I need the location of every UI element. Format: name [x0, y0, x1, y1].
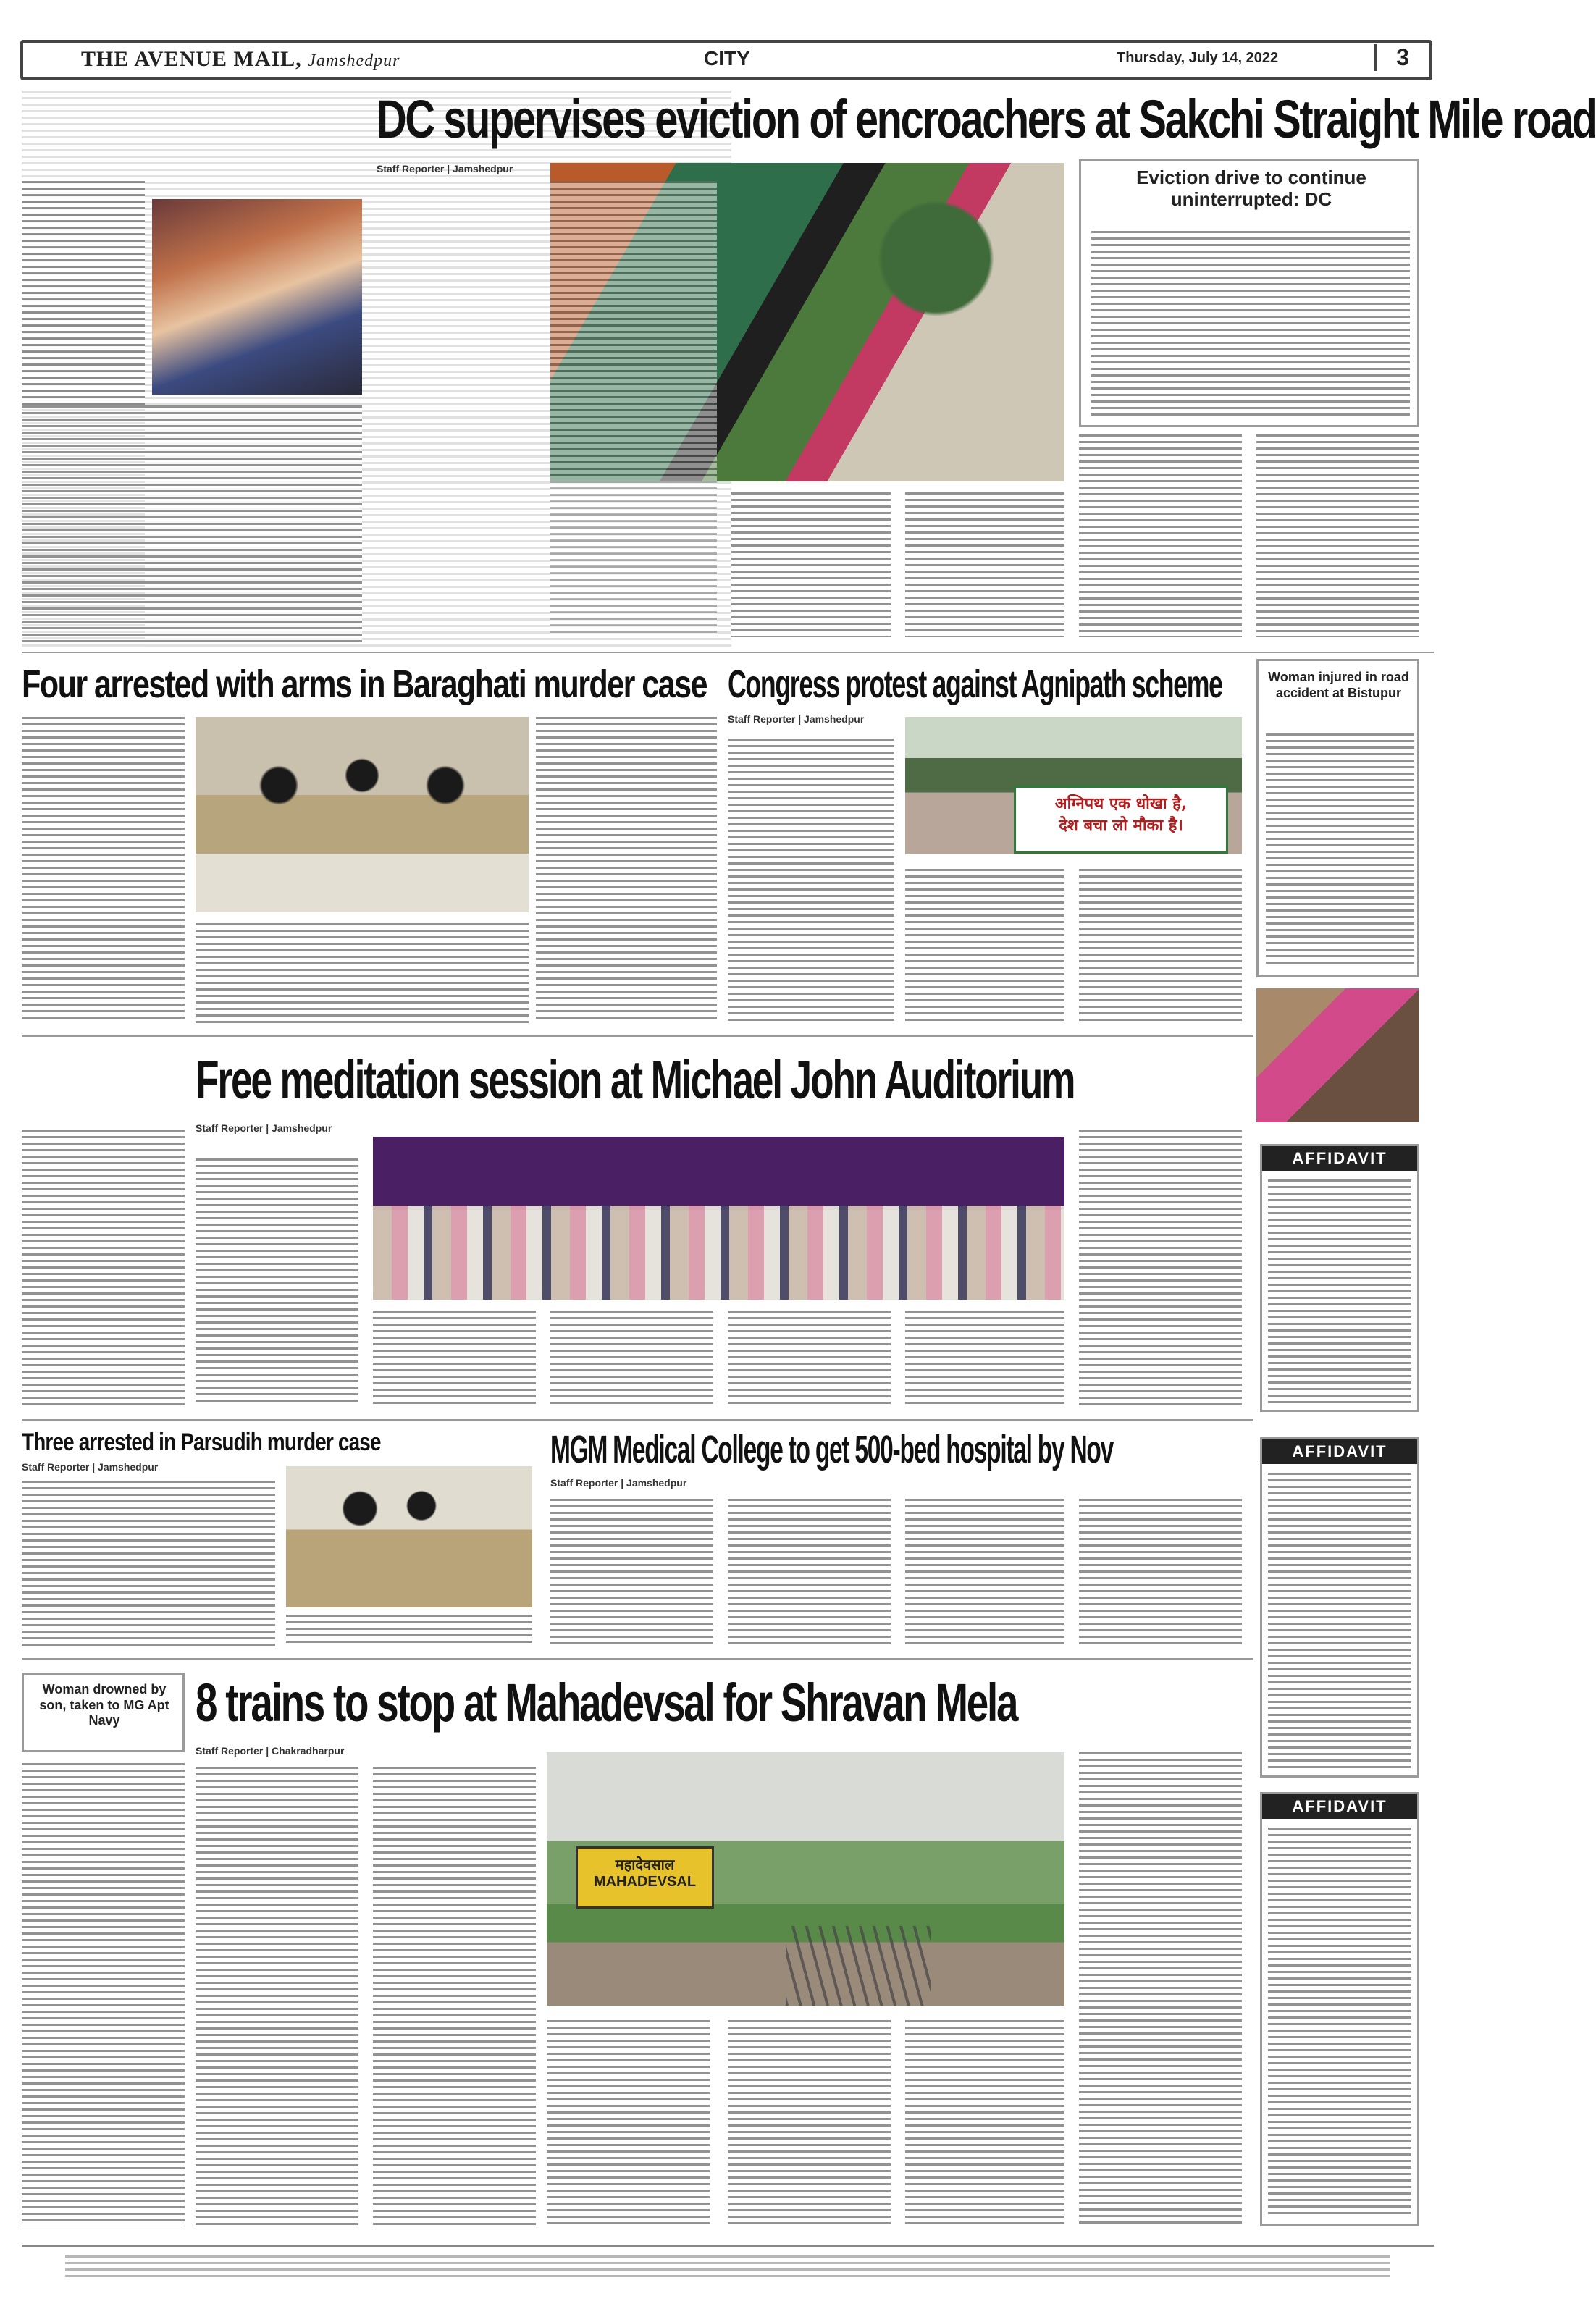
eviction-box [1079, 159, 1419, 427]
text-block [22, 1130, 185, 1405]
accident-photo [1256, 988, 1419, 1122]
meditation-photo [373, 1137, 1064, 1300]
text-block [1079, 1752, 1242, 2226]
text-block [196, 1158, 358, 1405]
protest-banner: अग्निपथ एक धोखा है, देश बचा लो मौका है। [1014, 786, 1228, 854]
affidavit-box-2 [1260, 1437, 1419, 1778]
arrest-photo [196, 717, 529, 912]
affidavit-tag: AFFIDAVIT [1262, 1439, 1417, 1464]
parsudih-headline: Three arrested in Parsudih murder case [22, 1429, 381, 1456]
text-block [905, 2020, 1064, 2226]
baraghati-headline: Four arrested with arms in Baraghati murder case [22, 663, 707, 706]
text-block [1079, 869, 1242, 1021]
imprint-footer [22, 2245, 1434, 2284]
text-block [905, 869, 1064, 1021]
text-block [196, 923, 529, 1025]
section-name: CITY [704, 47, 750, 70]
parsudih-byline: Staff Reporter | Jamshedpur [22, 1461, 159, 1473]
divider [22, 1419, 1253, 1421]
eviction-box-title: Eviction drive to continue uninterrupted: DC [1136, 167, 1366, 210]
masthead [20, 40, 1432, 80]
text-block [1256, 434, 1419, 637]
affidavit-box-1 [1260, 1144, 1419, 1412]
page-number: 3 [1374, 44, 1409, 71]
text-block [373, 1311, 536, 1405]
text-block [22, 405, 362, 644]
affidavit-tag: AFFIDAVIT [1262, 1146, 1417, 1171]
paper-name: THE AVENUE MAIL, Jamshedpur [81, 47, 400, 71]
lead-headline: DC supervises eviction of encroachers at Sakchi Straight Mile road [377, 89, 1596, 149]
woman-drowned-box [22, 1673, 185, 1752]
trains-headline: 8 trains to stop at Mahadevsal for Shravan Mela [196, 1673, 1017, 1733]
divider [22, 1035, 1253, 1037]
text-block [286, 1615, 532, 1647]
text-block [547, 2020, 710, 2226]
text-block [905, 1311, 1064, 1405]
woman-injured-box [1256, 659, 1419, 977]
text-block [905, 492, 1064, 637]
text-block [550, 1499, 713, 1647]
affidavit-tag: AFFIDAVIT [1262, 1794, 1417, 1819]
mahadevsal-photo [547, 1752, 1064, 2006]
lead-byline: Staff Reporter | Jamshedpur [377, 163, 513, 174]
text-block [728, 1311, 891, 1405]
text-block [22, 1481, 275, 1647]
mgm-byline: Staff Reporter | Jamshedpur [550, 1477, 687, 1489]
text-block [1079, 434, 1242, 637]
text-block [373, 1767, 536, 2226]
trains-byline: Staff Reporter | Chakradharpur [196, 1745, 345, 1757]
text-block [1079, 1499, 1242, 1647]
text-block [728, 739, 894, 1021]
mgm-headline: MGM Medical College to get 500-bed hospital by Nov [550, 1428, 1113, 1471]
meditation-byline: Staff Reporter | Jamshedpur [196, 1122, 332, 1134]
station-sign: महादेवसाल MAHADEVSAL [576, 1846, 714, 1909]
text-block [728, 1499, 891, 1647]
text-block [731, 492, 891, 637]
issue-date: Thursday, July 14, 2022 [1117, 50, 1279, 66]
protest-photo [905, 717, 1242, 854]
divider [22, 652, 1434, 653]
text-block [1079, 1130, 1242, 1405]
text-block [22, 717, 185, 1021]
divider [22, 1658, 1253, 1660]
parsudih-photo [286, 1466, 532, 1607]
text-block [196, 1767, 358, 2226]
meditation-headline: Free meditation session at Michael John Auditorium [196, 1050, 1075, 1110]
text-block [728, 2020, 891, 2226]
temple-photo [152, 199, 362, 395]
text-block [905, 1499, 1064, 1647]
text-block [22, 1763, 185, 2226]
woman-injured-headline: Woman injured in road accident at Bistupur [1268, 670, 1409, 700]
congress-byline: Staff Reporter | Jamshedpur [728, 713, 865, 725]
affidavit-box-3 [1260, 1792, 1419, 2226]
congress-headline: Congress protest against Agnipath scheme [728, 663, 1222, 706]
text-block [536, 717, 717, 1021]
text-block [550, 1311, 713, 1405]
woman-drowned-headline: Woman drowned by son, taken to MG Apt Navy [39, 1682, 169, 1728]
text-block [550, 181, 717, 637]
